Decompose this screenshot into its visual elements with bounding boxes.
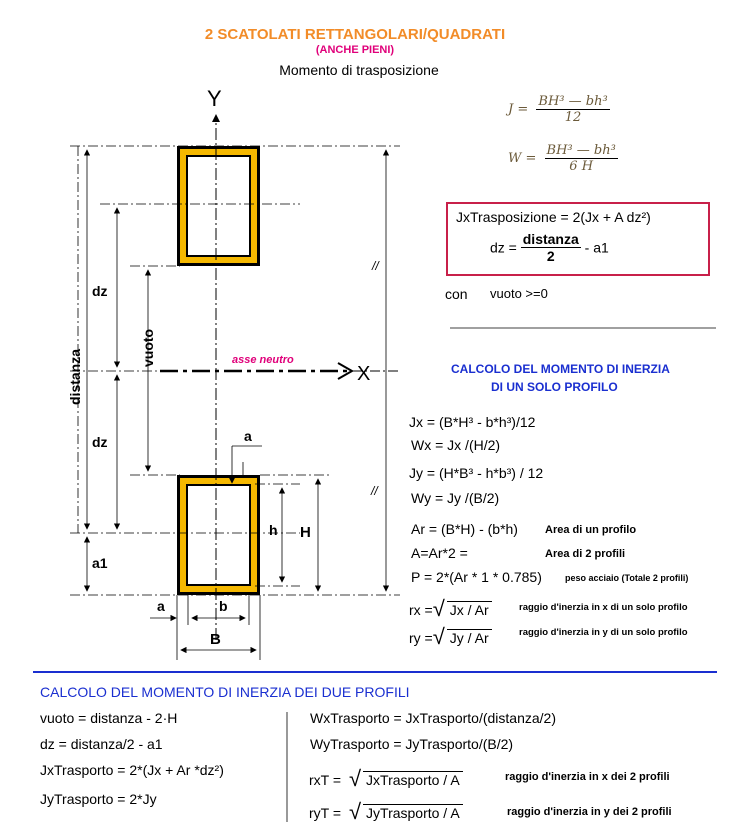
jx-formula: Jx = (B*H³ - b*h³)/12 — [409, 414, 536, 430]
jy-formula: Jy = (H*B³ - h*b³) / 12 — [409, 465, 544, 481]
x-axis-label: X — [357, 363, 371, 385]
parallel-bottom-mark: // — [371, 484, 378, 498]
dz-formula: dz = $\frac{\text{distanza}}{2}$ - a1 — [490, 231, 609, 264]
p-formula: P = 2*(Ar * 1 * 0.785) — [411, 569, 542, 585]
ry-formula: ry =√ Jy / Ar — [409, 629, 492, 646]
rx-note: raggio d'inerzia in x di un solo profilo — [519, 602, 688, 613]
dz-top-label: dz — [92, 283, 108, 299]
jy-trasporto-formula: JyTrasporto = 2*Jy — [40, 791, 157, 807]
distanza-label: distanza — [67, 348, 83, 405]
bottom-profile — [177, 475, 260, 595]
condition-label: vuoto >=0 — [490, 286, 548, 301]
transposition-box — [446, 202, 710, 276]
parallel-top-mark: // — [372, 259, 379, 273]
page-subtitle: (ANCHE PIENI) — [315, 44, 395, 56]
wy-formula: Wy = Jy /(B/2) — [411, 490, 500, 506]
rxt-formula: rxT =√ JxTrasporto / A — [309, 771, 463, 788]
single-profile-heading-2: DI UN SOLO PROFILO — [491, 380, 618, 394]
page-title: 2 SCATOLATI RETTANGOLARI/QUADRATI — [204, 26, 506, 43]
vuoto-formula: vuoto = distanza - 2·H — [40, 710, 178, 726]
p-note: peso acciaio (Totale 2 profili) — [565, 573, 689, 583]
dz-formula-bottom: dz = distanza/2 - a1 — [40, 736, 163, 752]
con-label: con — [445, 286, 468, 302]
wy-trasporto-formula: WyTrasporto = JyTrasporto/(B/2) — [310, 736, 514, 752]
ryt-formula: ryT =√ JyTrasporto / A — [309, 804, 463, 821]
ar-note: Area di un profilo — [545, 524, 637, 536]
a1-label: a1 — [92, 555, 108, 571]
a-top-label: a — [244, 428, 252, 444]
jx-trasposizione: JxTrasposizione = 2(Jx + A dz²) — [456, 209, 651, 225]
two-profiles-heading: CALCOLO DEL MOMENTO DI INERZIA DEI DUE PROFILI — [40, 684, 410, 700]
a-formula: A=Ar*2 = — [411, 545, 468, 561]
a-note: Area di 2 profili — [545, 548, 626, 560]
rx-formula: rx =√ Jx / Ar — [409, 601, 492, 618]
h-label: h — [269, 522, 278, 538]
B-label: B — [210, 631, 221, 648]
wx-formula: Wx = Jx /(H/2) — [411, 437, 501, 453]
ar-formula: Ar = (B*H) - (b*h) — [411, 521, 518, 537]
vuoto-label: vuoto — [140, 328, 156, 367]
rxt-note: raggio d'inerzia in x dei 2 profili — [505, 771, 670, 783]
neutral-axis-label: asse neutro — [232, 354, 294, 366]
dz-bottom-label: dz — [92, 434, 108, 450]
H-label: H — [300, 524, 311, 541]
ry-note: raggio d'inerzia in y di un solo profilo — [519, 627, 688, 638]
single-profile-heading-1: CALCOLO DEL MOMENTO DI INERZIA — [451, 362, 670, 376]
wx-trasporto-formula: WxTrasporto = JxTrasporto/(distanza/2) — [310, 710, 556, 726]
y-axis-label: Y — [207, 86, 222, 111]
ryt-note: raggio d'inerzia in y dei 2 profili — [507, 806, 672, 818]
a-left-label: a — [157, 598, 165, 614]
jx-trasporto-formula: JxTrasporto = 2*(Jx + Ar *dz²) — [40, 762, 224, 778]
top-profile — [177, 146, 260, 266]
b-label: b — [219, 598, 228, 614]
formula-J: J = $\frac{\text{BH³ — bh³}}{12}$ — [508, 94, 608, 125]
page-caption: Momento di trasposizione — [279, 62, 439, 78]
formula-W: W = $\frac{\text{BH³ — bh³}}{6 H}$ — [508, 143, 616, 174]
